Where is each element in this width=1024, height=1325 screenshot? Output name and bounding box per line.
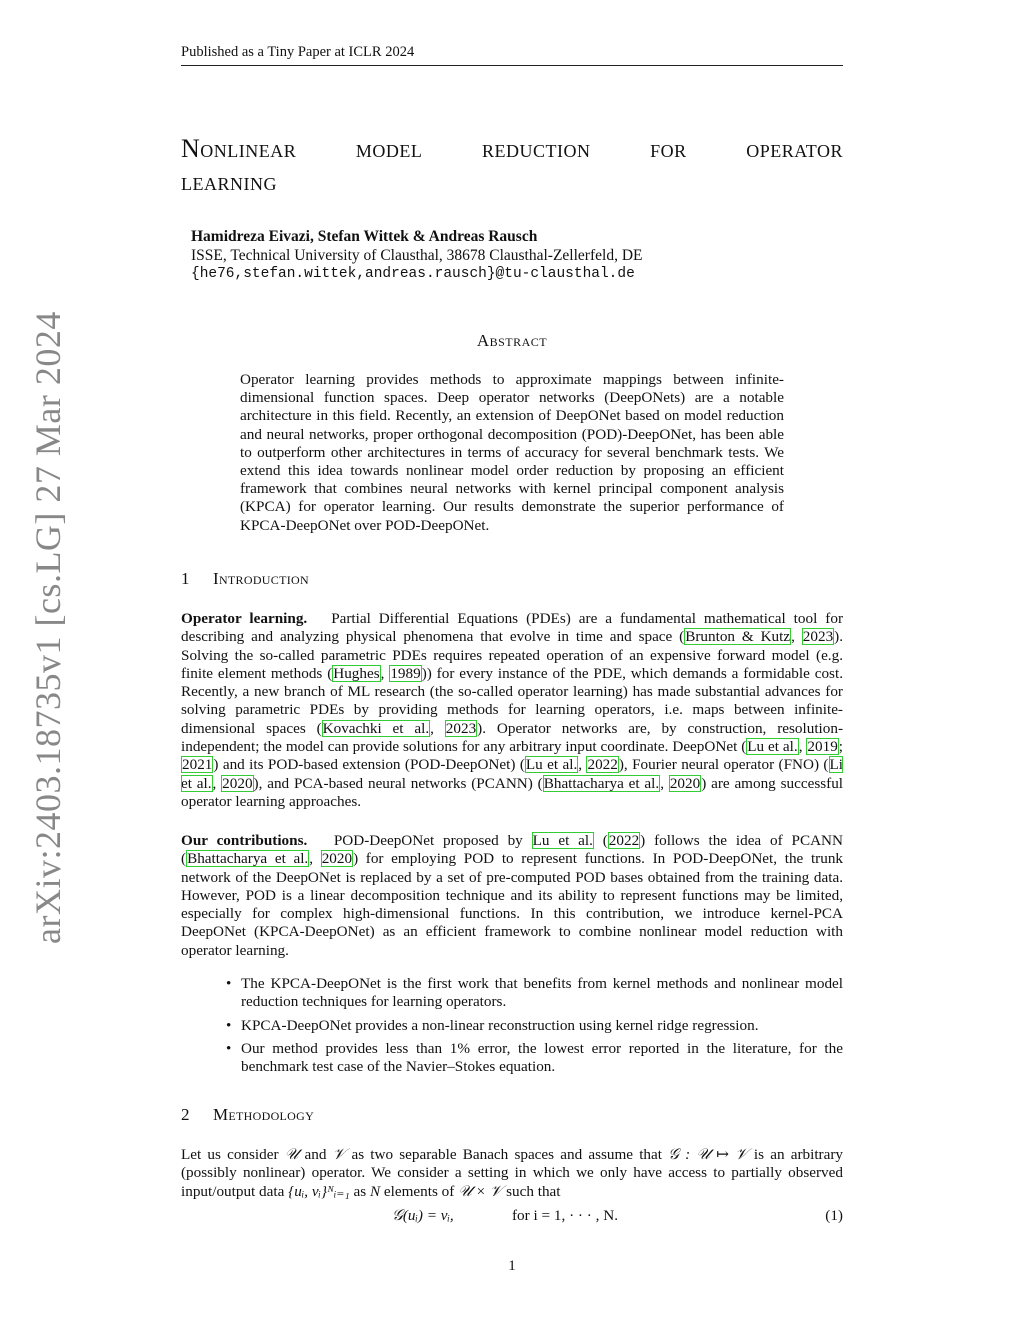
running-header: Published as a Tiny Paper at ICLR 2024	[181, 44, 843, 66]
section-1-heading	[181, 569, 309, 589]
citation-link[interactable]: 2020	[669, 774, 701, 792]
list-item: • KPCA-DeepONet provides a non-linear reconstruction using kernel ridge regression.	[226, 1017, 843, 1035]
section-number: 1	[181, 569, 190, 588]
citation-link[interactable]: 2019	[807, 738, 838, 756]
arxiv-sidebar-stamp: arXiv:2403.18735v1 [cs.LG] 27 Mar 2024	[28, 311, 68, 944]
citation-link[interactable]: Kovachki et al.	[322, 719, 430, 737]
title-line-2: learning	[181, 167, 277, 196]
abstract-text: Operator learning provides methods to approximate mappings between infinite-dimensional function spaces. Deep operator networks (DeepONets) are a notable architecture in this field. Recently, an extension of DeepONet based on model reduction and neural networks, proper orthogonal decomposition (POD)-DeepONet, has been able to outperform other architectures in terms of accuracy for several benchmark tests. We extend this idea towards nonlinear model order reduction by proposing an efficient framework that combines neural networks with kernel principal component analysis (KPCA) for operator learning. Our results demonstrate the superior performance of KPCA-DeepONet over POD-DeepONet.	[240, 371, 784, 534]
equation-rhs: for i = 1, · · · , N.	[512, 1207, 618, 1224]
citation-link[interactable]: 2021	[182, 756, 213, 774]
citation-link[interactable]: Lu et al.	[532, 832, 593, 849]
citation-link[interactable]: Brunton & Kutz	[685, 628, 791, 646]
section-title: Introduction	[213, 569, 309, 588]
math-expression: {uᵢ, vᵢ}ᴺᵢ₌₁	[288, 1182, 350, 1200]
list-item: • The KPCA-DeepONet is the first work that benefits from kernel methods and nonlinear model reduction techniques for learning operators.	[226, 975, 843, 1012]
math-symbol: 𝒱	[332, 1146, 346, 1163]
citation-link[interactable]: 2020	[321, 850, 353, 868]
author-email: {he76,stefan.wittek,andreas.rausch}@tu-clausthal.de	[191, 266, 635, 282]
page-number: 1	[508, 1258, 516, 1274]
citation-link[interactable]: Bhattacharya et al.	[187, 850, 309, 868]
title-word: model	[355, 134, 423, 163]
citation-link[interactable]: 2022	[587, 756, 618, 774]
citation-link[interactable]: 2023	[445, 719, 477, 737]
citation-link[interactable]: Lu et al.	[525, 756, 578, 774]
citation-link[interactable]: Lu et al.	[747, 738, 798, 756]
intro-paragraph-contributions: Our contributions. POD-DeepONet proposed by Lu et al. (2022) follows the idea of PCANN (Bhattacharya et al., 2020) for employing POD to represent functions. In POD-DeepONet, the trunk network of the DeepONet is replaced by a set of pre-computed POD bases obtained from the training data. However, POD is a linear decomposition technique and its ability to represent functions may be limited, especially for complex high-dimensional functions. In this contribution, we introduce kernel-PCA DeepONet (KPCA-DeepONet) as an efficient framework to combine nonlinear model reduction with operator learning.	[181, 832, 844, 959]
title-word: reduction	[482, 134, 591, 163]
citation-link[interactable]: 2022	[608, 832, 640, 849]
abstract-heading: Abstract	[476, 331, 548, 350]
contributions-list	[226, 975, 843, 1081]
paragraph-lead: Our contributions.	[181, 832, 308, 849]
citation-link[interactable]: Li et al.	[181, 756, 843, 792]
intro-paragraph-operator-learning: Operator learning. Partial Differential Equations (PDEs) are a fundamental mathematical tool for describing and analyzing physical phenomena that evolve in time and space (Brunton & Kutz, 2023). Solving the so-called parametric PDEs requires repeated operation of an expensive forward model (e.g. finite element methods (Hughes, 1989)) for every instance of the PDE, which demands a formidable cost. Recently, a new branch of ML research (the so-called operator learning) has made substantial advances for solving parametric PDEs by providing methods for learning operators, i.e. maps between infinite-dimensional spaces (Kovachki et al., 2023). Operator networks are, by construction, resolution-independent; the model can provide solutions for any arbitrary input coordinate. DeepONet (Lu et al., 2019; 2021) and its POD-based extension (POD-DeepONet) (Lu et al., 2022), Fourier neural operator (FNO) (Li et al., 2020), and PCA-based neural networks (PCANN) (Bhattacharya et al., 2020) are among successful operator learning approaches.	[181, 610, 844, 810]
methodology-paragraph: Let us consider 𝒰 and 𝒱 as two separable Banach spaces and assume that 𝒢 : 𝒰 ↦ 𝒱 is an arbitrary (possibly nonlinear) operator. We consider a setting in which we only have access to partially observed input/output data {uᵢ, vᵢ}ᴺᵢ₌₁ as N elements of 𝒰 × 𝒱 such that	[181, 1146, 843, 1200]
citation-link[interactable]: 1989	[390, 664, 421, 682]
equation-lhs: 𝒢(uᵢ) = vᵢ,	[392, 1207, 454, 1224]
title-line-1	[181, 132, 843, 165]
math-expression: 𝒢 : 𝒰 ↦ 𝒱	[668, 1146, 748, 1163]
title-word: operator	[746, 134, 843, 163]
author-affiliation: ISSE, Technical University of Clausthal, 38678 Clausthal-Zellerfeld, DE	[191, 247, 643, 264]
math-symbol: N	[369, 1182, 381, 1200]
citation-link[interactable]: Hughes	[333, 664, 380, 682]
author-names: Hamidreza Eivazi, Stefan Wittek & Andreas Rausch	[191, 228, 538, 245]
citation-link[interactable]: 2020	[222, 774, 253, 792]
section-title: Methodology	[213, 1105, 315, 1124]
author-block	[191, 227, 831, 284]
section-number: 2	[181, 1105, 190, 1124]
list-item: • Our method provides less than 1% error, the lowest error reported in the literature, for the benchmark test case of the Navier–Stokes equation.	[226, 1040, 843, 1077]
citation-link[interactable]: Bhattacharya et al.	[543, 774, 660, 792]
math-symbol: 𝒰	[284, 1146, 299, 1163]
paragraph-lead: Operator learning.	[181, 610, 308, 627]
equation-number: (1)	[825, 1207, 843, 1224]
equation-1	[181, 1207, 843, 1227]
title-word: Nonlinear	[181, 134, 297, 163]
title-word: for	[650, 134, 687, 163]
citation-link[interactable]: 2023	[802, 628, 834, 646]
math-expression: 𝒰 × 𝒱	[458, 1182, 503, 1200]
section-2-heading	[181, 1105, 314, 1125]
paper-title	[181, 132, 843, 198]
